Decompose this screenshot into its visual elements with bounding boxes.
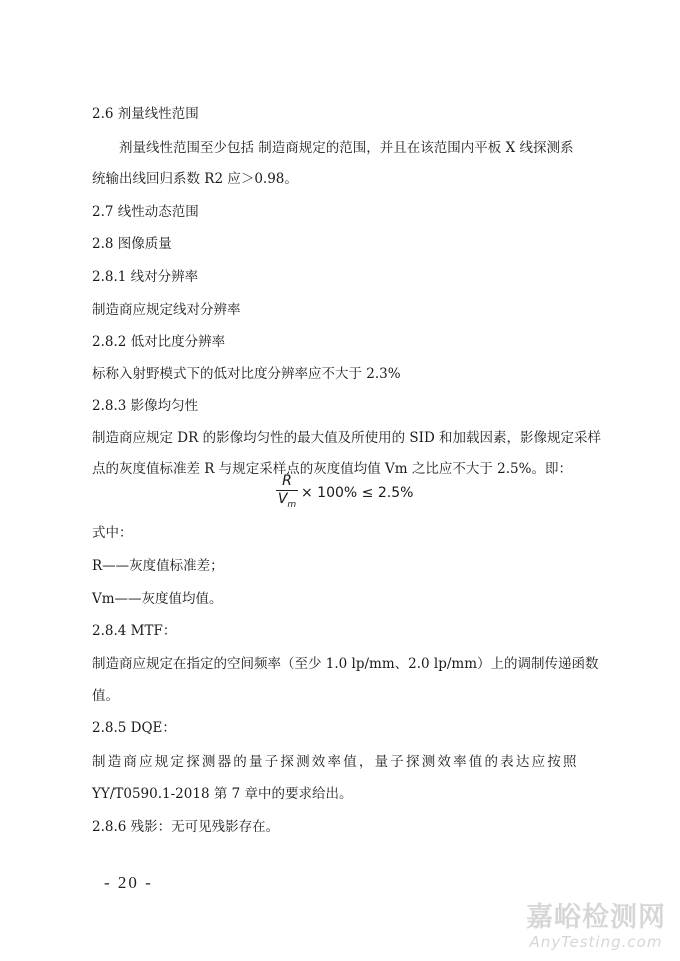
formula-denominator xyxy=(278,491,296,514)
heading-2-6: 2.6 剂量线性范围 xyxy=(92,106,199,122)
watermark-logo xyxy=(526,903,666,951)
heading-2-8-5: 2.8.5 DQE： xyxy=(92,720,176,736)
paragraph-2-8-5-line2: YY/T0590.1-2018 第 7 章中的要求给出。 xyxy=(92,786,353,802)
heading-2-8-3: 2.8.3 影像均匀性 xyxy=(92,398,199,414)
heading-2-8-2: 2.8.2 低对比度分辨率 xyxy=(92,334,226,350)
denominator-subscript: m xyxy=(287,499,297,510)
paragraph-2-6-line1: 剂量线性范围至少包括 制造商规定的范围，并且在该范围内平板 X 线探测系 xyxy=(119,140,574,156)
where-label: 式中： xyxy=(92,525,133,541)
heading-2-8-6: 2.8.6 残影：无可见残影存在。 xyxy=(92,819,280,835)
denominator-base: V xyxy=(277,491,288,507)
page-number: - 20 - xyxy=(104,873,153,892)
watermark-cn: 嘉峪检测网 xyxy=(526,902,666,933)
formula-rest: × 100% ≤ 2.5% xyxy=(301,485,414,502)
paragraph-2-8-4-line2: 值。 xyxy=(92,688,119,704)
paragraph-2-8-3-line1: 制造商应规定 DR 的影像均匀性的最大值及所使用的 SID 和加载因素，影像规定采样 xyxy=(92,430,602,446)
definition-r: R——灰度值标准差； xyxy=(92,558,224,574)
watermark-en: AnyTesting.com xyxy=(529,933,663,951)
uniformity-formula xyxy=(276,473,413,514)
definition-vm: Vm——灰度值均值。 xyxy=(92,591,223,607)
paragraph-2-8-3-line2: 点的灰度值标准差 R 与规定采样点的灰度值均值 Vm 之比应不大于 2.5%。即： xyxy=(92,461,572,477)
heading-2-7: 2.7 线性动态范围 xyxy=(92,204,199,220)
paragraph-2-8-4-line1: 制造商应规定在指定的空间频率（至少 1.0 lp/mm、2.0 lp/mm）上的调制传递函数 xyxy=(92,656,599,672)
paragraph-2-8-2: 标称入射野模式下的低对比度分辨率应不大于 2.3% xyxy=(92,366,401,382)
paragraph-2-8-1: 制造商应规定线对分辨率 xyxy=(92,302,241,318)
paragraph-2-8-5-line1: 制造商应规定探测器的量子探测效率值，量子探测效率值的表达应按照 xyxy=(92,754,579,770)
formula-fraction xyxy=(276,473,298,514)
heading-2-8: 2.8 图像质量 xyxy=(92,236,172,252)
paragraph-2-6-line2: 统输出线回归系数 R2 应＞0.98。 xyxy=(92,171,298,187)
formula-numerator: R xyxy=(282,473,292,489)
heading-2-8-1: 2.8.1 线对分辨率 xyxy=(92,269,199,285)
heading-2-8-4: 2.8.4 MTF： xyxy=(92,623,177,639)
